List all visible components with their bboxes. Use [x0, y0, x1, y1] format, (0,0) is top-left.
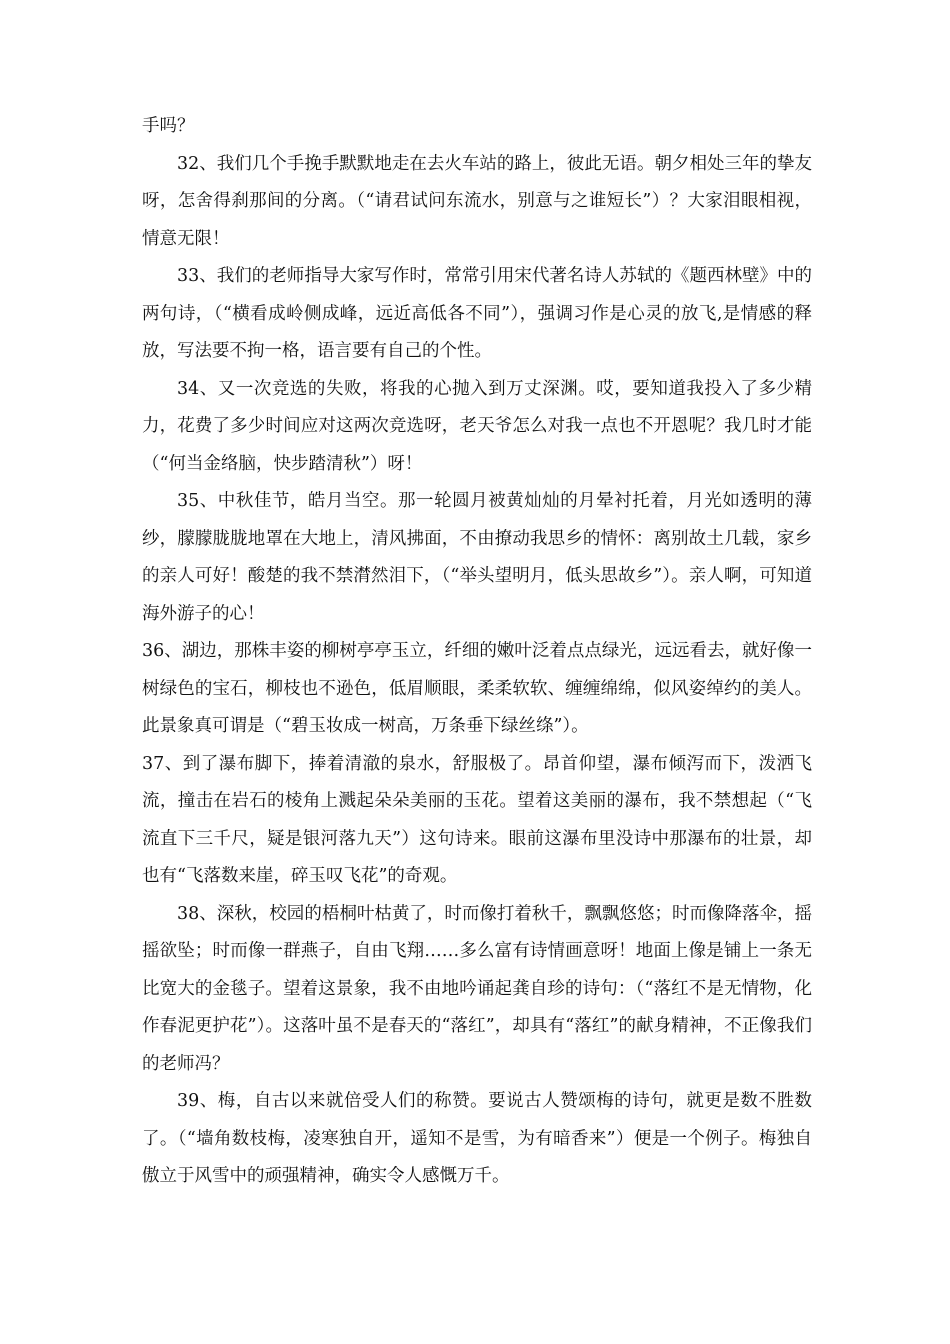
paragraph-37: 37、到了瀑布脚下，捧着清澈的泉水，舒服极了。昂首仰望，瀑布倾泻而下，泼洒飞流，撞击在岩石的棱角上溅起朵朵美丽的玉花。望着这美丽的瀑布，我不禁想起（“飞流直下三千尺，疑是银河落九天”）这句诗来。眼前这瀑布里没诗中那瀑布的壮景，却也有“飞落数来崖，碎玉叹飞花”的奇观。 — [142, 753, 812, 886]
paragraph-36: 36、湖边，那株丰姿的柳树亭亭玉立，纤细的嫩叶泛着点点绿光，远远看去，就好像一树绿色的宝石，柳枝也不逊色，低眉顺眼，柔柔软软、缠缠绵绵，似风姿绰约的美人。此景象真可谓是（“碧玉妆成一树高，万条垂下绿丝绦”）。 — [142, 641, 812, 736]
paragraph-35: 35、中秋佳节，皓月当空。那一轮圆月被黄灿灿的月晕衬托着，月光如透明的薄纱，朦朦胧胧地罩在大地上，清风拂面，不由撩动我思乡的情怀：离别故土几载，家乡的亲人可好！酸楚的我不禁潸然泪下，（“举头望明月，低头思故乡”）。亲人啊，可知道海外游子的心！ — [142, 491, 812, 624]
paragraph-34: 34、又一次竞选的失败，将我的心抛入到万丈深渊。哎，要知道我投入了多少精力，花费了多少时间应对这两次竞选呀，老天爷怎么对我一点也不开恩呢？我几时才能（“何当金络脑，快步踏清秋”）呀！ — [142, 378, 812, 474]
document-body — [142, 108, 812, 1196]
paragraph-38: 38、深秋，校园的梧桐叶枯黄了，时而像打着秋千，飘飘悠悠；时而像降落伞，摇摇欲坠；时而像一群燕子，自由飞翔……多么富有诗情画意呀！地面上像是铺上一条无比宽大的金毯子。望着这景象，我不由地吟诵起龚自珍的诗句：（“落红不是无情物，化作春泥更护花”）。这落叶虽不是春天的“落红”，却具有“落红”的献身精神，不正像我们的老师冯？ — [142, 903, 812, 1074]
paragraph-31-tail: 手吗？ — [142, 116, 195, 136]
paragraph-33: 33、我们的老师指导大家写作时，常常引用宋代著名诗人苏轼的《题西林壁》中的两句诗，（“横看成岭侧成峰，远近高低各不同”），强调习作是心灵的放飞,是情感的释放，写法要不拘一格，语言要有自己的个性。 — [142, 266, 812, 361]
paragraph-39: 39、梅，自古以来就倍受人们的称赞。要说古人赞颂梅的诗句，就更是数不胜数了。（“墙角数枝梅，凌寒独自开，遥知不是雪，为有暗香来”）便是一个例子。梅独自傲立于风雪中的顽强精神，确实令人感慨万千。 — [142, 1091, 812, 1186]
paragraph-32: 32、我们几个手挽手默默地走在去火车站的路上，彼此无语。朝夕相处三年的挚友呀，怎舍得刹那间的分离。（“请君试问东流水，别意与之谁短长”）？大家泪眼相视，情意无限！ — [142, 153, 812, 249]
